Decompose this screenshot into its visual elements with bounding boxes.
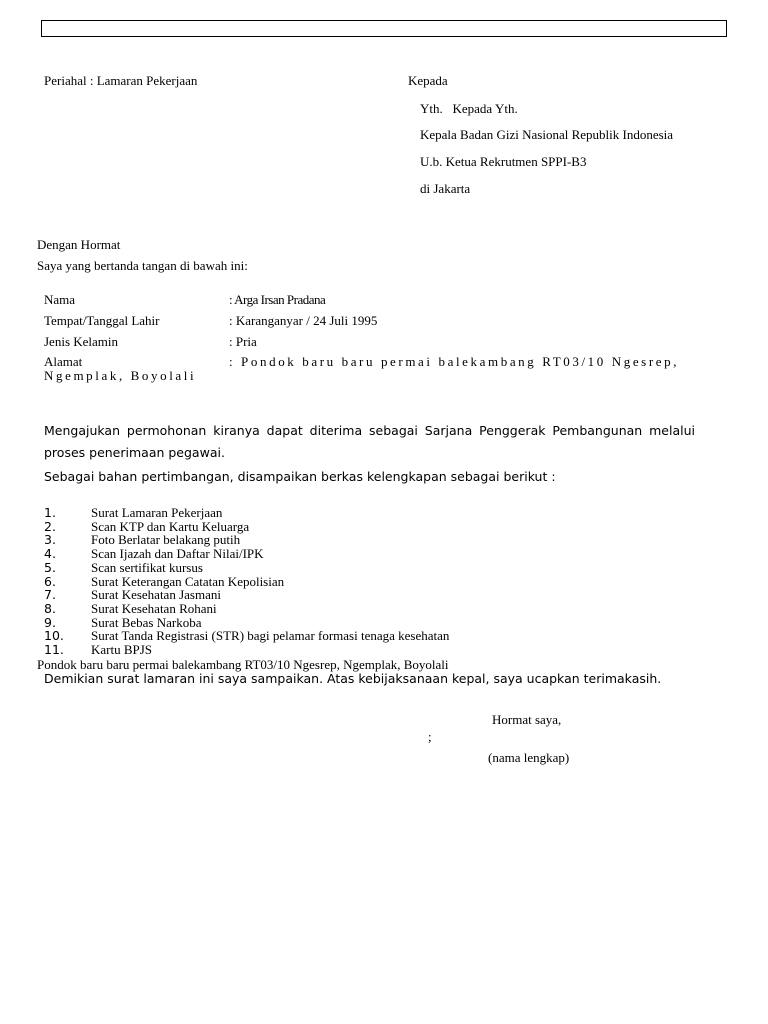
attachment-item: Scan KTP dan Kartu Keluarga xyxy=(91,519,250,534)
name-value: : Arga Irsan Pradana xyxy=(229,292,326,307)
request-paragraph: Mengajukan permohonan kiranya dapat diterima sebagai Sarjana Penggerak Pembangunan melalui proses penerimaan pegawai. xyxy=(44,423,695,460)
recipient-line-2: Kepala Badan Gizi Nasional Republik Indonesia xyxy=(420,127,674,142)
subject-line: Periahal : Lamaran Pekerjaan xyxy=(44,73,198,88)
attachment-item: Surat Keterangan Catatan Kepolisian xyxy=(91,574,285,589)
attachment-number: 5. xyxy=(44,560,56,575)
greeting: Dengan Hormat xyxy=(37,237,121,252)
attachment-number: 11. xyxy=(44,642,64,657)
address-value: : Pondok baru baru permai balekambang RT03/10 Ngesrep, xyxy=(229,354,680,369)
gender-value: : Pria xyxy=(229,334,257,349)
attachment-number: 2. xyxy=(44,519,56,534)
intro-text: Saya yang bertanda tangan di bawah ini: xyxy=(37,258,248,273)
birth-value: : Karanganyar / 24 Juli 1995 xyxy=(229,313,378,328)
attachments-intro: Sebagai bahan pertimbangan, disampaikan berkas kelengkapan sebagai berikut : xyxy=(44,469,556,484)
address-label: Alamat xyxy=(44,354,83,369)
attachment-number: 6. xyxy=(44,574,56,589)
signature-name: (nama lengkap) xyxy=(488,750,570,765)
regards: Hormat saya, xyxy=(492,712,562,727)
attachment-item: Scan Ijazah dan Daftar Nilai/IPK xyxy=(91,546,264,561)
recipient-line-1: Yth. Kepada Yth. xyxy=(420,101,518,116)
attachment-item: Scan sertifikat kursus xyxy=(91,560,203,575)
header-box xyxy=(41,20,727,37)
gender-label: Jenis Kelamin xyxy=(44,334,119,349)
closing-statement: Demikian surat lamaran ini saya sampaikan. Atas kebijaksanaan kepal, saya ucapkan terimakasih. xyxy=(44,671,662,686)
attachment-item: Surat Tanda Registrasi (STR) bagi pelamar formasi tenaga kesehatan xyxy=(91,628,450,643)
semicolon: ; xyxy=(428,729,432,744)
attachment-item: Surat Kesehatan Jasmani xyxy=(91,587,221,602)
attachment-item: Kartu BPJS xyxy=(91,642,153,657)
attachment-number: 3. xyxy=(44,532,56,547)
attachment-item: Surat Lamaran Pekerjaan xyxy=(91,505,223,520)
attachment-number: 8. xyxy=(44,601,56,616)
address-continued: Ngemplak, Boyolali xyxy=(44,368,197,383)
recipient-line-3: U.b. Ketua Rekrutmen SPPI-B3 xyxy=(420,154,587,169)
birth-label: Tempat/Tanggal Lahir xyxy=(44,313,160,328)
closing-address-line: Pondok baru baru permai balekambang RT03/10 Ngesrep, Ngemplak, Boyolali xyxy=(37,657,449,672)
attachment-number: 7. xyxy=(44,587,56,602)
attachment-item: Surat Kesehatan Rohani xyxy=(91,601,217,616)
attachment-number: 9. xyxy=(44,615,56,630)
recipient-line-4: di Jakarta xyxy=(420,181,471,196)
attachment-number: 1. xyxy=(44,505,56,520)
name-label: Nama xyxy=(44,292,76,307)
to-label: Kepada xyxy=(408,73,448,88)
attachment-number: 4. xyxy=(44,546,56,561)
attachment-item: Surat Bebas Narkoba xyxy=(91,615,202,630)
attachment-number: 10. xyxy=(44,628,64,643)
attachment-item: Foto Berlatar belakang putih xyxy=(91,532,241,547)
